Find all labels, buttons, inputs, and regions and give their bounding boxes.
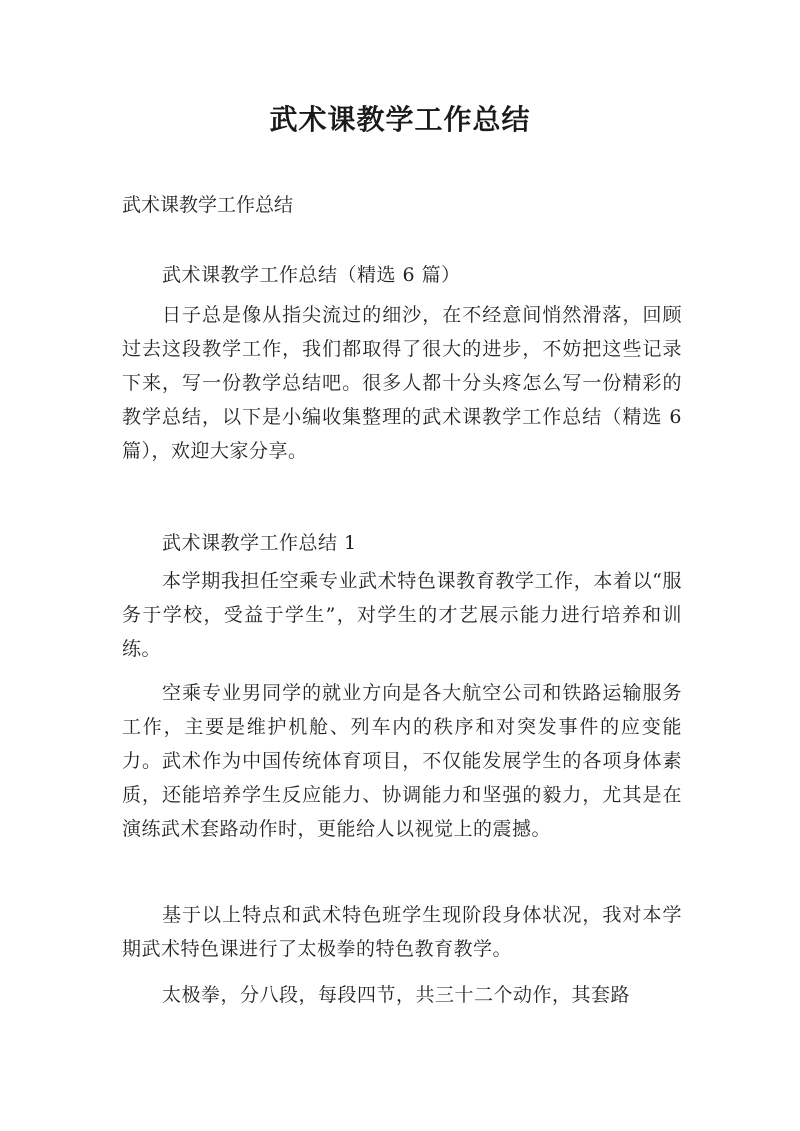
document-subtitle: 武术课教学工作总结	[122, 194, 294, 216]
article-heading: 武术课教学工作总结（精选 6 篇）	[162, 264, 461, 286]
body-paragraph: 基于以上特点和武术特色班学生现阶段身体状况，我对本学期武术特色课进行了太极拳的特色教育教学。	[122, 904, 682, 960]
intro-paragraph: 日子总是像从指尖流过的细沙，在不经意间悄然滑落，回顾过去这段教学工作，我们都取得了很大的进步，不妨把这些记录下来，写一份教学总结吧。很多人都十分头疼怎么写一份精彩的教学总结，以下是小编收集整理的武术课教学工作总结（精选 6 篇），欢迎大家分享。	[122, 304, 682, 462]
document-title: 武术课教学工作总结	[269, 103, 531, 136]
body-paragraph: 太极拳，分八段，每段四节，共三十二个动作，其套路	[162, 984, 631, 1006]
section-1-title: 武术课教学工作总结 1	[162, 532, 357, 554]
body-paragraph: 本学期我担任空乘专业武术特色课教育教学工作，本着以“服务于学校，受益于学生”，对学生的才艺展示能力进行培养和训练。	[122, 570, 682, 660]
body-paragraph: 空乘专业男同学的就业方向是各大航空公司和铁路运输服务工作，主要是维护机舱、列车内的秩序和对突发事件的应变能力。武术作为中国传统体育项目，不仅能发展学生的各项身体素质，还能培养学生反应能力、协调能力和坚强的毅力，尤其是在演练武术套路动作时，更能给人以视觉上的震撼。	[122, 682, 682, 840]
